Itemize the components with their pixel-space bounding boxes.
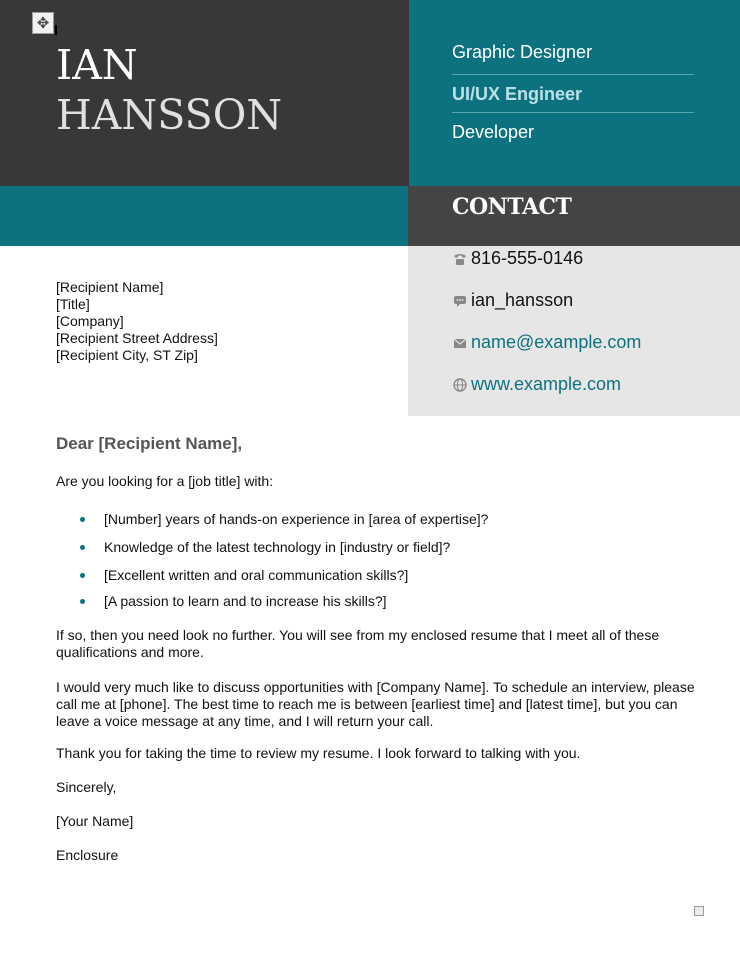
contact-skype — [452, 290, 573, 311]
recipient-title: [Title] — [56, 296, 90, 312]
recipient-company: [Company] — [56, 313, 124, 329]
role-graphic-designer: Graphic Designer — [452, 42, 593, 62]
text-cursor — [55, 25, 57, 35]
contact-phone — [452, 248, 583, 269]
role-uiux-engineer: UI/UX Engineer — [452, 84, 583, 104]
move-handle-icon[interactable]: ✥ — [32, 12, 54, 34]
first-name: IAN — [56, 41, 138, 89]
phone-number: 816-555-0146 — [471, 248, 584, 268]
recipient-city: [Recipient City, ST Zip] — [56, 347, 198, 363]
contact-website[interactable] — [452, 374, 621, 395]
body-paragraph: Thank you for taking the time to review my resume. I look forward to talking with you. — [56, 745, 581, 761]
body-paragraph: I would very much like to discuss opportunities with [Company Name]. To schedule an interview, please call me at [phone]. The best time to reach me is between [earliest time] and [latest time], but you can leave a voice message at any time, and I will return your call. — [56, 679, 695, 729]
globe-icon — [452, 377, 468, 393]
closing: Sincerely, — [56, 779, 117, 795]
role-developer: Developer — [452, 122, 535, 142]
list-item: [A passion to learn and to increase his skills?] — [56, 593, 488, 609]
role-divider — [452, 112, 694, 113]
list-item: [Number] years of hands-on experience in [area of expertise]? — [56, 511, 488, 527]
salutation: Dear [Recipient Name], — [56, 434, 243, 453]
recipient-address — [56, 279, 218, 364]
website-link[interactable]: www.example.com — [471, 374, 622, 394]
accent-band — [0, 186, 408, 246]
contact-heading: CONTACT — [452, 194, 572, 220]
email-link[interactable]: name@example.com — [471, 332, 642, 352]
recipient-name: [Recipient Name] — [56, 279, 164, 295]
chat-icon — [452, 293, 468, 309]
envelope-icon — [452, 335, 468, 351]
bullet-icon — [80, 517, 85, 522]
last-name: HANSSON — [56, 91, 283, 139]
list-item: [Excellent written and oral communication skills?] — [56, 567, 488, 583]
phone-icon — [452, 251, 468, 267]
bullet-icon — [80, 599, 85, 604]
bullet-icon — [80, 545, 85, 550]
resize-handle-icon[interactable] — [694, 906, 704, 916]
enclosure-note: Enclosure — [56, 847, 119, 863]
body-paragraph: If so, then you need look no further. You will see from my enclosed resume that I meet all of these qualifications and more. — [56, 627, 660, 660]
intro-paragraph: Are you looking for a [job title] with: — [56, 473, 274, 489]
list-item: Knowledge of the latest technology in [industry or field]? — [56, 539, 488, 555]
role-divider — [452, 74, 694, 75]
signature-name: [Your Name] — [56, 813, 134, 829]
contact-email[interactable] — [452, 332, 641, 353]
qualifications-list — [56, 511, 488, 609]
skype-handle: ian_hansson — [471, 290, 574, 310]
bullet-icon — [80, 573, 85, 578]
recipient-street: [Recipient Street Address] — [56, 330, 218, 346]
